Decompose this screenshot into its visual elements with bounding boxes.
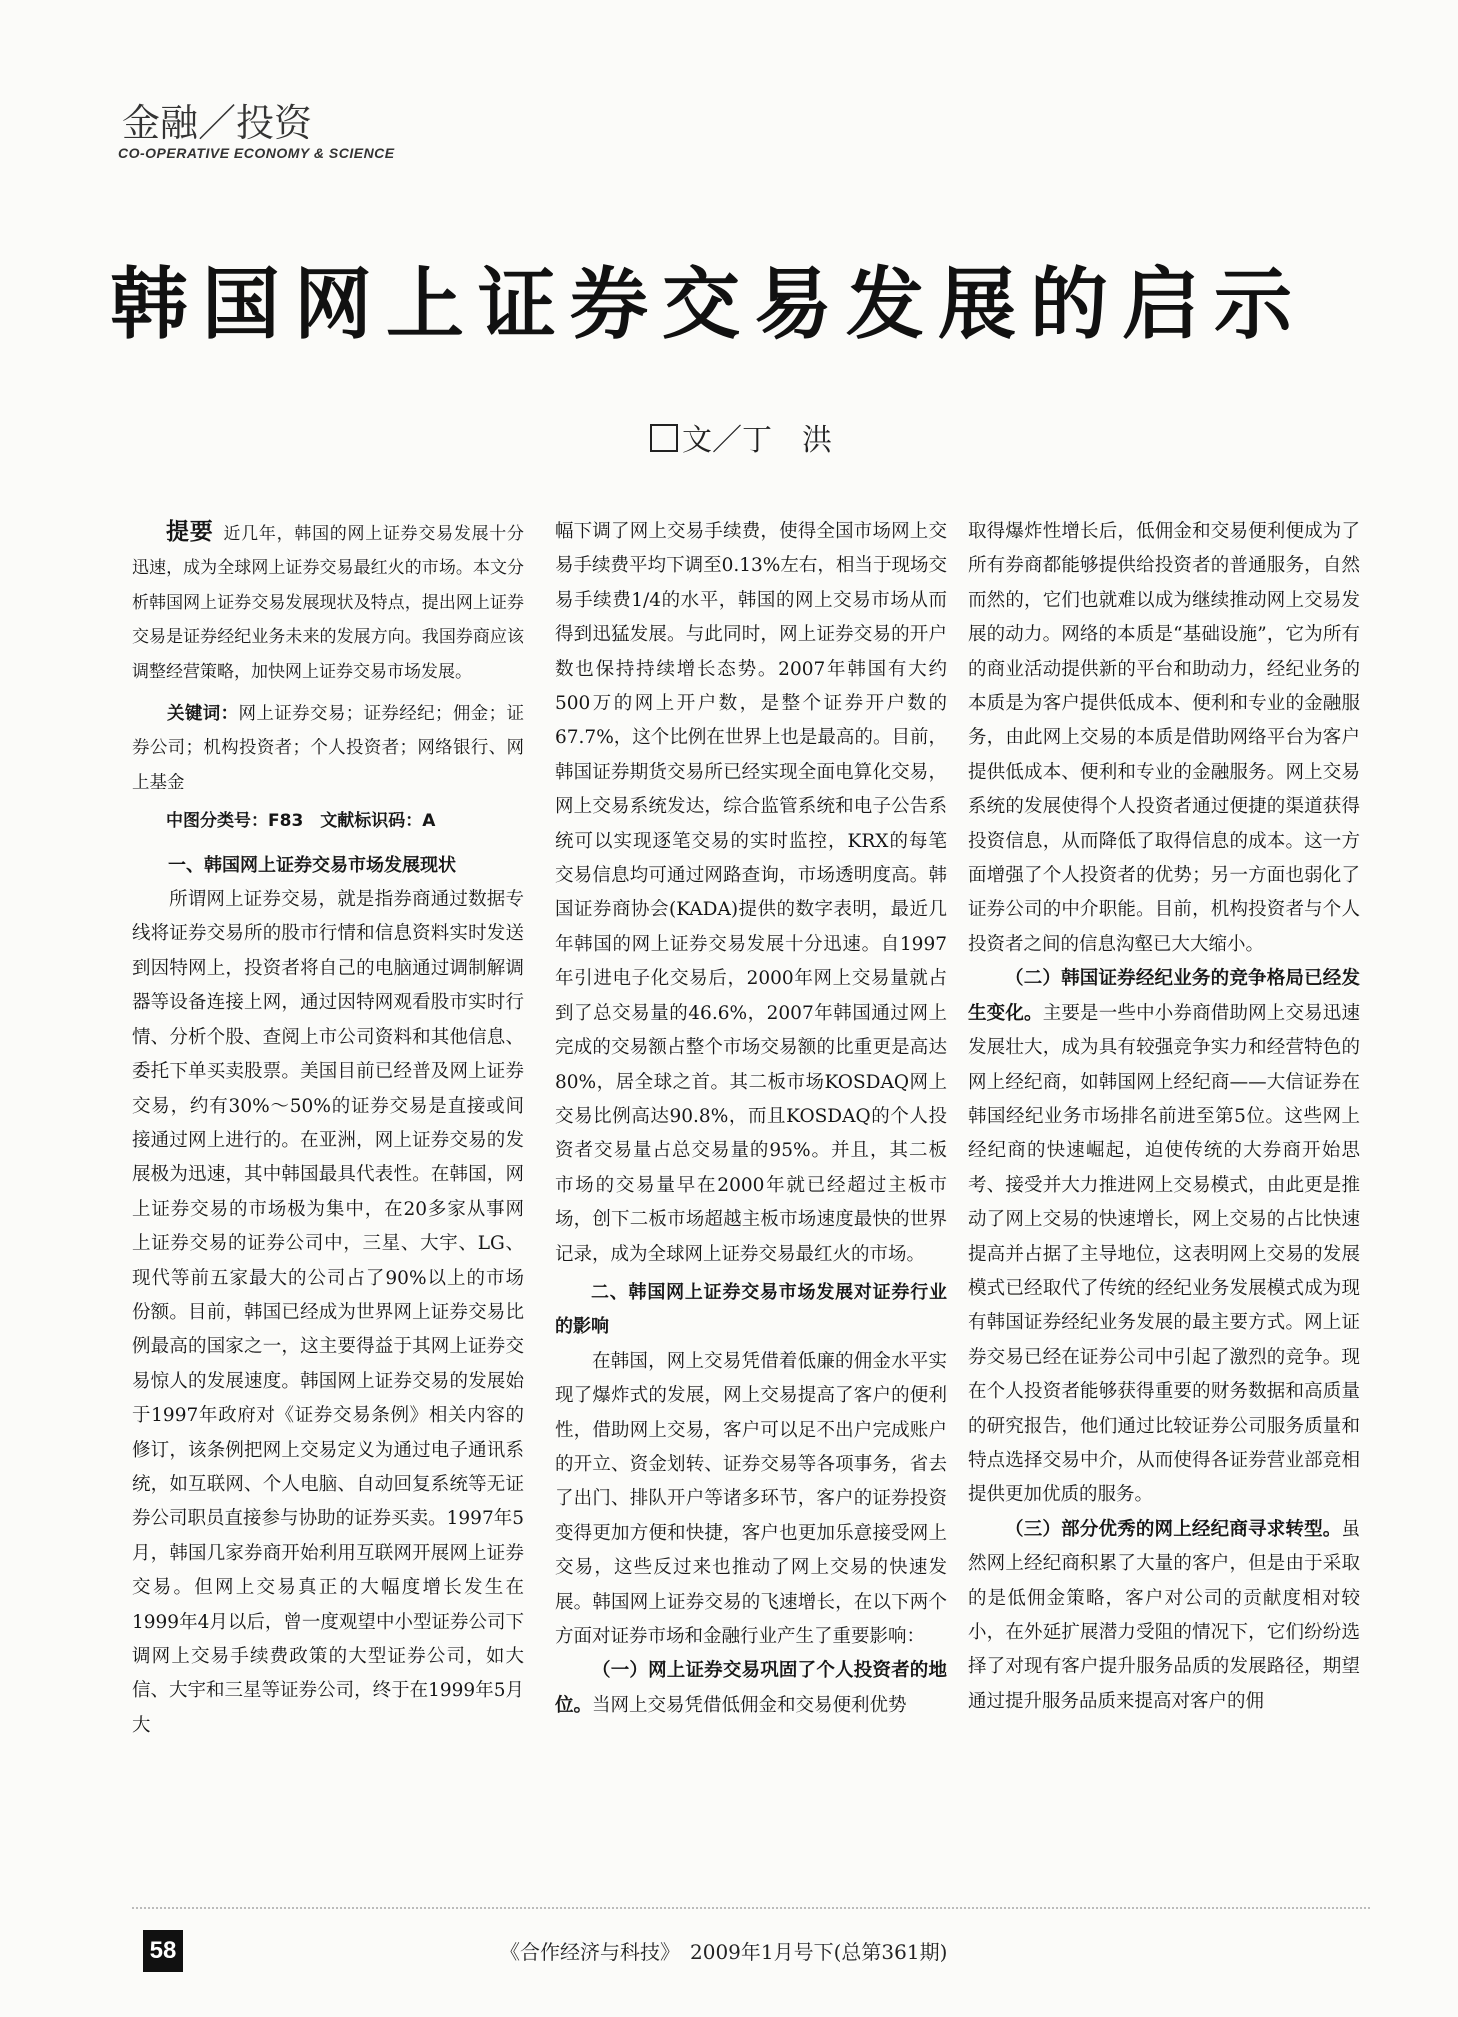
byline [650, 415, 832, 459]
section-1-paragraph: 所谓网上证券交易，就是指券商通过数据专线将证券交易所的股市行情和信息资料实时发送到因特网上，投资者将自己的电脑通过调制解调器等设备连接上网，通过因特网观看股市实时行情、分析个股、查阅上市公司资料和其他信息、委托下单买卖股票。美国目前已经普及网上证券交易，约有30%～50%的证券交易是直接或间接通过网上进行的。在亚洲，网上证券交易的发展极为迅速，其中韩国最具代表性。在韩国，网上证券交易的市场极为集中，在20多家从事网上证券交易的证券公司中，三星、大宇、LG、现代等前五家最大的公司占了90%以上的市场份额。目前，韩国已经成为世界网上证券交易比例最高的国家之一，这主要得益于其网上证券交易惊人的发展速度。韩国网上证券交易的发展始于1997年政府对《证券交易条例》相关内容的修订，该条例把网上交易定义为通过电子通讯系统，如互联网、个人电脑、自动回复系统等无证券公司职员直接参与协助的证券买卖。1997年5月，韩国几家券商开始利用互联网开展网上证券交易。但网上交易真正的大幅度增长发生在1999年4月以后，曾一度观望中小型证券公司下调网上交易手续费政策的大型证券公司，如大信、大宇和三星等证券公司，终于在1999年5月大 [132, 889, 524, 1736]
footer-divider [132, 1907, 1370, 1909]
subsection-1-continued: 取得爆炸性增长后，低佣金和交易便利便成为了所有券商都能够提供给投资者的普通服务，自然而然的，它们也就难以成为继续推动网上交易发展的动力。网络的本质是“基础设施”，它为所有的商业活动提供新的平台和助动力，经纪业务的本质是为客户提供低成本、便利和专业的金融服务，由此网上交易的本质是借助网络平台为客户提供低成本、便利和专业的金融服务。网上交易系统的发展使得个人投资者通过便捷的渠道获得投资信息，从而降低了取得信息的成本。这一方面增强了个人投资者的优势；另一方面也弱化了证券公司的中介职能。目前，机构投资者与个人投资者之间的信息沟壑已大大缩小。 [968, 521, 1360, 955]
article-title: 韩国网上证券交易发展的启示 [110, 260, 1307, 350]
column-3 [968, 515, 1360, 1719]
subsection-2 [968, 962, 1360, 1513]
abstract [132, 515, 524, 689]
abstract-text: 近几年，韩国的网上证券交易发展十分迅速，成为全球网上证券交易最红火的市场。本文分析韩国网上证券交易发展现状及特点，提出网上证券交易是证券经纪业务未来的发展方向。我国券商应该调整经营策略，加快网上证券交易市场发展。 [132, 524, 525, 682]
subsection-1-text: 当网上交易凭借低佣金和交易便利优势 [592, 1694, 907, 1716]
section-1-heading: 一、韩国网上证券交易市场发展现状 [168, 854, 456, 876]
section-2-paragraph: 在韩国，网上交易凭借着低廉的佣金水平实现了爆炸式的发展，网上交易提高了客户的便利性，借助网上交易，客户可以足不出户完成账户的开立、资金划转、证券交易等各项事务，省去了出门、排队开户等诸多环节，客户的证券投资变得更加方便和快捷，客户也更加乐意接受网上交易，这些反过来也推动了网上交易的快速发展。韩国网上证券交易的飞速增长，在以下两个方面对证券市场和金融行业产生了重要影响： [555, 1350, 947, 1647]
page-number: 58 [143, 1930, 183, 1972]
journal-english-name: CO-OPERATIVE ECONOMY & SCIENCE [118, 145, 395, 161]
keywords-label: 关键词： [167, 704, 239, 725]
byline-prefix: 文／ [682, 423, 742, 458]
keywords-text: 网上证券交易；证券经纪；佣金；证券公司；机构投资者；个人投资者；网络银行、网上基金 [132, 704, 525, 793]
column-1 [132, 515, 524, 1743]
section-tag: 金融／投资 [122, 101, 313, 145]
author-name: 丁 洪 [742, 423, 832, 458]
subsection-3-text: 虽然网上经纪商积累了大量的客户，但是由于采取的是低佣金策略，客户对公司的贡献度相对较小，在外延扩展潜力受阻的情况下，它们纷纷选择了对现有客户提升服务品质的发展路径，期望通过提升服务品质来提高对客户的佣 [968, 1518, 1360, 1712]
subsection-2-text: 主要是一些中小券商借助网上交易迅速发展壮大，成为具有较强竞争实力和经营特色的网上经纪商，如韩国网上经纪商——大信证券在韩国经纪业务市场排名前进至第5位。这些网上经纪商的快速崛起，迫使传统的大券商开始思考、接受并大力推进网上交易模式，由此更是推动了网上交易的快速增长，网上交易的占比快速提高并占据了主导地位，这表明网上交易的发展模式已经取代了传统的经纪业务发展模式成为现有韩国证券经纪业务发展的最主要方式。网上证券交易已经在证券公司中引起了激烈的竞争。现在个人投资者能够获得重要的财务数据和高质量的研究报告，他们通过比较证券公司服务质量和特点选择交易中介，从而使得各证券营业部竞相提供更加优质的服务。 [968, 1002, 1360, 1506]
subsection-3-heading: （三）部分优秀的网上经纪商寻求转型。 [1005, 1518, 1342, 1540]
byline-box-icon [650, 424, 678, 452]
keywords [132, 697, 524, 800]
classification-code: 中图分类号：F83 文献标识码：A [166, 811, 436, 832]
subsection-2-heading: （二）韩国证券经纪业务的竞争格局已经发生变化。 [968, 968, 1360, 1024]
section-1-paragraph-continued: 幅下调了网上交易手续费，使得全国市场网上交易手续费平均下调至0.13%左右，相当于现场交易手续费1/4的水平，韩国的网上交易市场从而得到迅猛发展。与此同时，网上证券交易的开户数也保持持续增长态势。2007年韩国有大约500万的网上开户数，是整个证券开户数的67.7%，这个比例在世界上也是最高的。目前，韩国证券期货交易所已经实现全面电算化交易，网上交易系统发达，综合监管系统和电子公告系统可以实现逐笔交易的实时监控，KRX的每笔交易信息均可通过网路查询，市场透明度高。韩国证券商协会(KADA)提供的数字表明，最近几年韩国的网上证券交易发展十分迅速。自1997年引进电子化交易后，2000年网上交易量就占到了总交易量的46.6%，2007年韩国通过网上完成的交易额占整个市场交易额的比重更是高达80%，居全球之首。其二板市场KOSDAQ网上交易比例高达90.8%，而且KOSDAQ的个人投资者交易量占总交易量的95%。并且，其二板市场的交易量早在2000年就已经超过主板市场，创下二板市场超越主板市场速度最快的世界记录，成为全球网上证券交易最红火的市场。 [555, 521, 947, 1265]
subsection-1 [555, 1654, 947, 1723]
column-2 [555, 515, 947, 1723]
subsection-1-heading: （一）网上证券交易巩固了个人投资者的地位。 [555, 1660, 947, 1716]
subsection-3 [968, 1513, 1360, 1719]
journal-citation: 《合作经济与科技》 2009年1月号下(总第361期) [500, 1940, 948, 1964]
section-2-heading: 二、韩国网上证券交易市场发展对证券行业的影响 [555, 1281, 947, 1338]
abstract-label: 提要 [166, 519, 214, 545]
